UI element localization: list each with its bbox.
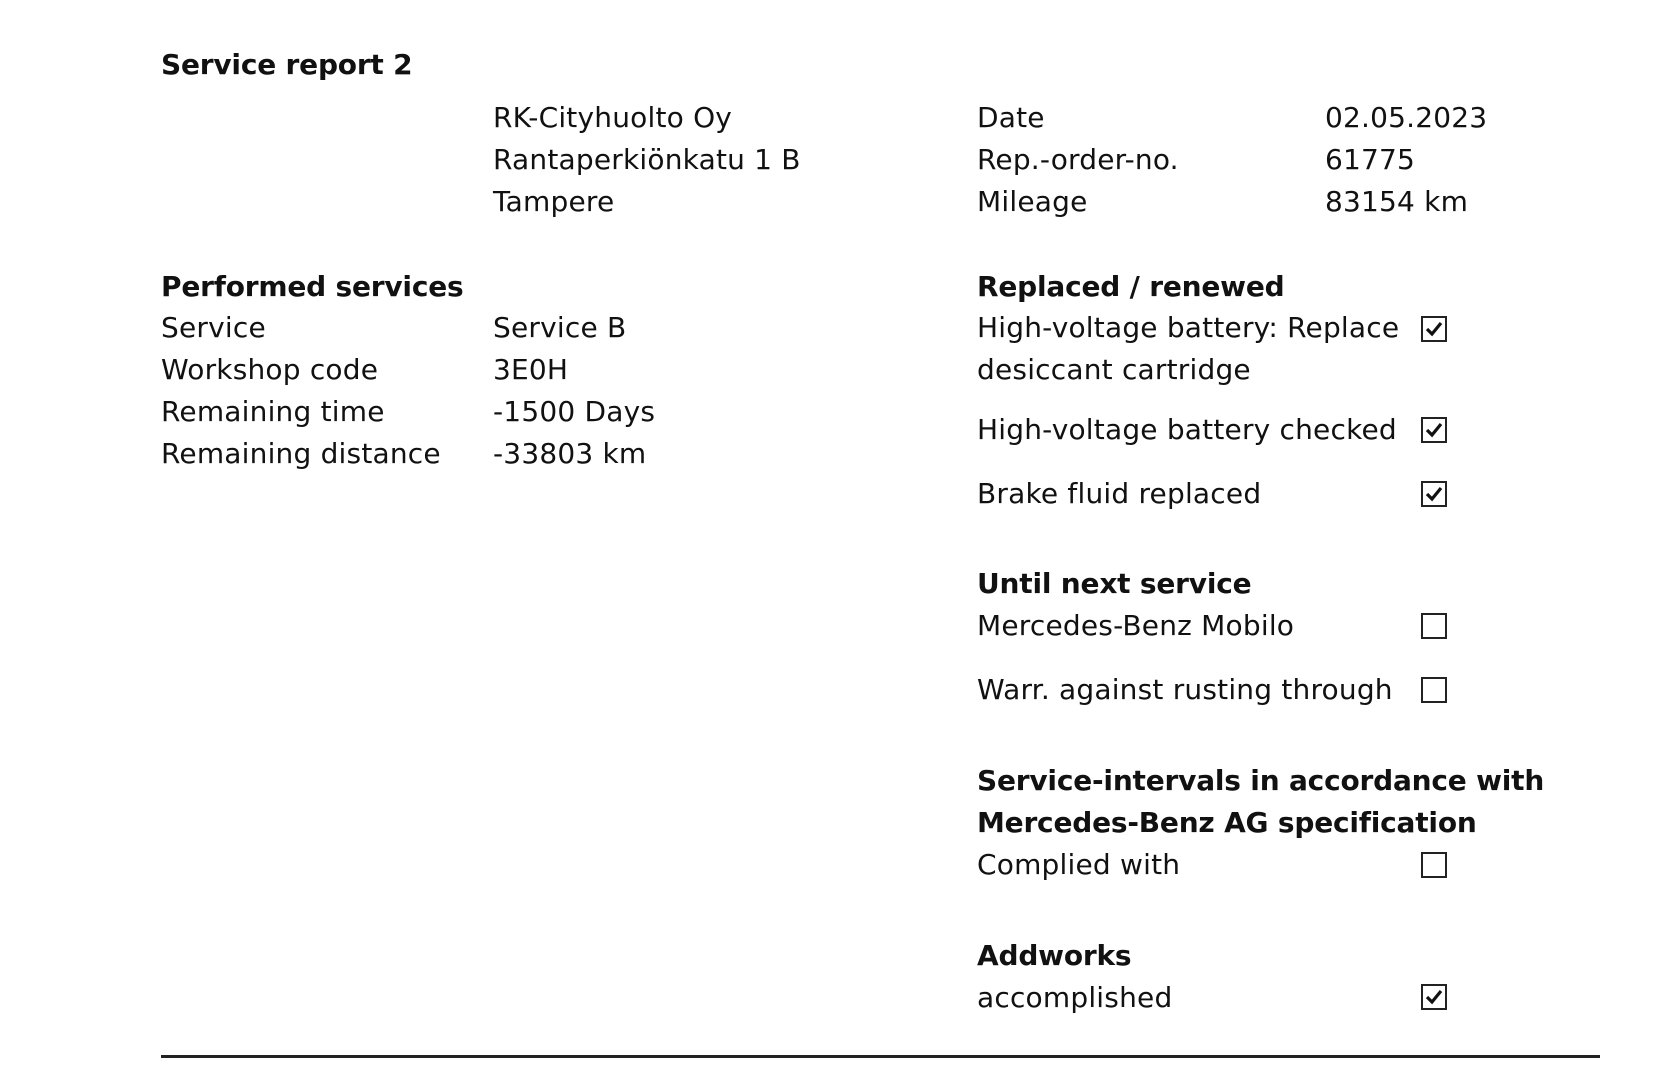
- mileage-label: Mileage: [977, 185, 1088, 218]
- complied-with-label: Complied with: [977, 848, 1181, 881]
- bottom-divider: [161, 1055, 1600, 1058]
- checkmark-icon: [1424, 987, 1444, 1007]
- checkmark-icon: [1424, 420, 1444, 440]
- report-title: Service report 2: [161, 48, 413, 81]
- checkmark-icon: [1424, 484, 1444, 504]
- order-number-value: 61775: [1325, 143, 1416, 176]
- service-label: Service: [161, 311, 266, 344]
- accomplished-label: accomplished: [977, 981, 1173, 1014]
- accomplished-checkbox[interactable]: [1421, 984, 1447, 1010]
- rust-warranty-checkbox[interactable]: [1421, 677, 1447, 703]
- mobilo-checkbox[interactable]: [1421, 613, 1447, 639]
- brake-fluid-checkbox[interactable]: [1421, 481, 1447, 507]
- complied-with-checkbox[interactable]: [1421, 852, 1447, 878]
- workshop-code-value: 3E0H: [493, 353, 569, 386]
- hv-battery-desiccant-label-line2: desiccant cartridge: [977, 353, 1251, 386]
- performed-services-heading: Performed services: [161, 270, 464, 303]
- remaining-time-value: -1500 Days: [493, 395, 656, 428]
- remaining-distance-label: Remaining distance: [161, 437, 441, 470]
- mileage-value: 83154 km: [1325, 185, 1469, 218]
- order-number-label: Rep.-order-no.: [977, 143, 1179, 176]
- until-next-service-heading: Until next service: [977, 567, 1252, 600]
- hv-battery-desiccant-label-line1: High-voltage battery: Replace: [977, 311, 1400, 344]
- hv-battery-checked-checkbox[interactable]: [1421, 417, 1447, 443]
- workshop-street: Rantaperkiönkatu 1 B: [493, 143, 801, 176]
- remaining-distance-value: -33803 km: [493, 437, 647, 470]
- hv-battery-checked-label: High-voltage battery checked: [977, 413, 1397, 446]
- service-intervals-heading-line1: Service-intervals in accordance with: [977, 764, 1545, 797]
- remaining-time-label: Remaining time: [161, 395, 385, 428]
- workshop-city: Tampere: [493, 185, 615, 218]
- checkmark-icon: [1424, 319, 1444, 339]
- service-intervals-heading-line2: Mercedes-Benz AG specification: [977, 806, 1477, 839]
- replaced-renewed-heading: Replaced / renewed: [977, 270, 1285, 303]
- rust-warranty-label: Warr. against rusting through: [977, 673, 1393, 706]
- date-value: 02.05.2023: [1325, 101, 1488, 134]
- workshop-code-label: Workshop code: [161, 353, 379, 386]
- service-value: Service B: [493, 311, 627, 344]
- workshop-name: RK-Cityhuolto Oy: [493, 101, 733, 134]
- date-label: Date: [977, 101, 1045, 134]
- addworks-heading: Addworks: [977, 939, 1132, 972]
- brake-fluid-label: Brake fluid replaced: [977, 477, 1262, 510]
- mobilo-label: Mercedes-Benz Mobilo: [977, 609, 1295, 642]
- hv-battery-desiccant-checkbox[interactable]: [1421, 316, 1447, 342]
